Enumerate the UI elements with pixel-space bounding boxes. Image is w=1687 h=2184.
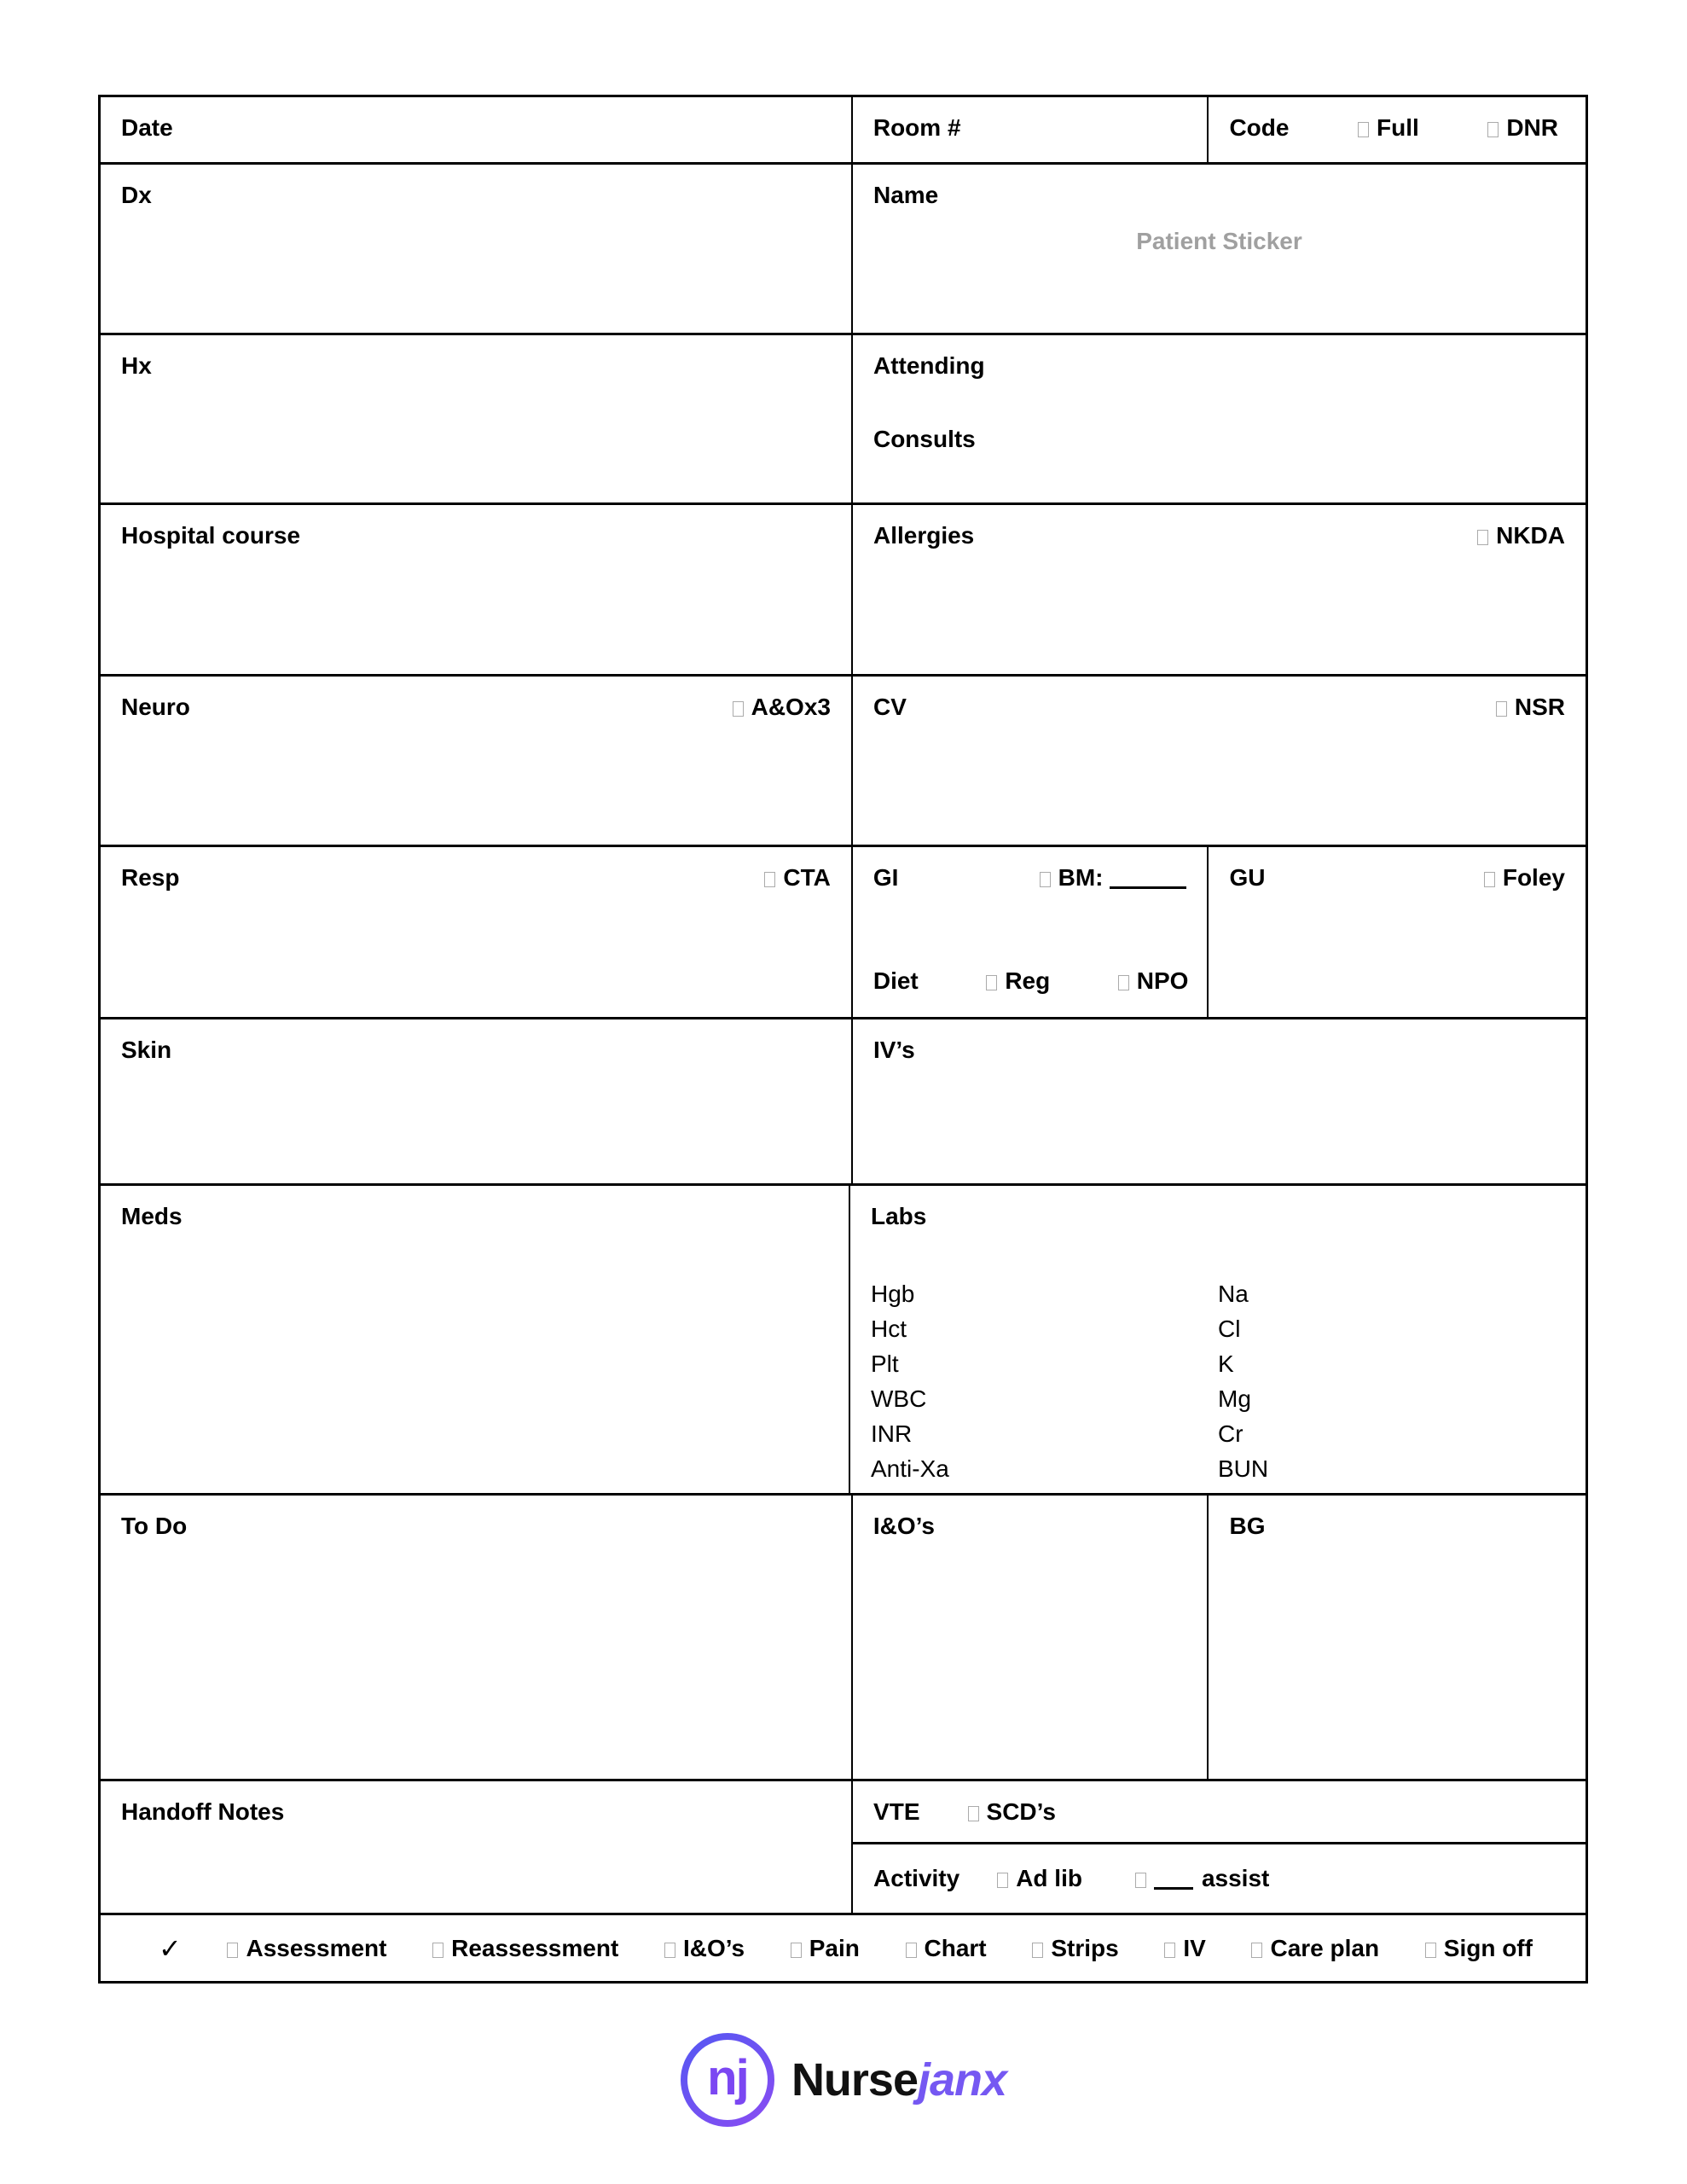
ios-cell[interactable] — [851, 1496, 1208, 1779]
attending-consults-cell[interactable] — [851, 335, 1586, 502]
checkbox-icon-signoff[interactable] — [1425, 1943, 1436, 1958]
labs-label: Labs — [871, 1203, 927, 1229]
row-handoff-vte-activity — [101, 1781, 1586, 1915]
foley-option[interactable] — [1484, 864, 1565, 892]
activity-cell[interactable] — [853, 1844, 1586, 1913]
code-label: Code — [1229, 114, 1290, 141]
checkbox-icon-adlib[interactable] — [997, 1873, 1008, 1888]
attending-label: Attending — [872, 352, 985, 379]
gu-label: GU — [1229, 864, 1266, 891]
checkbox-icon-strips[interactable] — [1032, 1943, 1043, 1958]
name-label: Name — [872, 182, 939, 208]
dx-cell[interactable] — [101, 165, 851, 333]
checklist-label: Reassessment — [451, 1934, 619, 1961]
vte-activity-stack — [851, 1781, 1586, 1913]
checklist-label: I&O’s — [682, 1934, 745, 1961]
lab-item: Hct — [871, 1316, 907, 1342]
hospital-course-cell[interactable] — [101, 505, 851, 674]
handoff-notes-cell[interactable] — [101, 1781, 851, 1913]
checkbox-icon-nkda[interactable] — [1477, 530, 1488, 545]
checkbox-icon-cta[interactable] — [764, 872, 775, 887]
nkda-option[interactable] — [1477, 522, 1565, 549]
checkbox-icon-full[interactable] — [1358, 122, 1369, 137]
checkbox-icon-iv[interactable] — [1164, 1943, 1175, 1958]
code-full-label: Full — [1377, 114, 1419, 141]
labs-lists — [871, 1276, 1565, 1486]
gu-cell[interactable] — [1207, 847, 1586, 1017]
meds-cell[interactable] — [101, 1186, 849, 1493]
checklist-pain[interactable] — [791, 1935, 860, 1962]
row-neuro-cv — [101, 677, 1586, 847]
cta-label: CTA — [783, 864, 831, 891]
checkbox-icon-chart[interactable] — [906, 1943, 917, 1958]
checkbox-icon-bm[interactable] — [1040, 872, 1051, 887]
brain-sheet-table — [98, 95, 1588, 1984]
checkbox-icon-pain[interactable] — [791, 1943, 802, 1958]
checkbox-icon-aox3[interactable] — [733, 701, 744, 717]
lab-item: Plt — [871, 1350, 899, 1377]
checklist-label: Chart — [924, 1934, 987, 1961]
cta-option[interactable] — [764, 864, 830, 892]
checklist-assessment[interactable] — [227, 1935, 386, 1962]
brand-name-second: janx — [918, 2054, 1007, 2106]
checklist-label: Assessment — [246, 1934, 387, 1961]
dx-label: Dx — [121, 182, 152, 208]
resp-label: Resp — [121, 864, 180, 891]
checkbox-icon-nsr[interactable] — [1496, 701, 1507, 717]
date-cell[interactable] — [101, 97, 851, 162]
allergies-cell[interactable] — [851, 505, 1586, 674]
brand-wordmark — [791, 2053, 1006, 2106]
vte-cell[interactable] — [853, 1781, 1586, 1844]
resp-cell[interactable] — [101, 847, 851, 1017]
bm-option[interactable] — [1040, 864, 1187, 892]
vte-label: VTE — [873, 1798, 920, 1825]
brand-name-first: Nurse — [791, 2054, 918, 2106]
meds-label: Meds — [121, 1203, 183, 1229]
ivs-cell[interactable] — [851, 1019, 1586, 1183]
lab-item: Anti-Xa — [871, 1455, 949, 1482]
checkbox-icon-reg[interactable] — [986, 975, 997, 990]
diet-npo-label: NPO — [1136, 967, 1189, 994]
diet-label: Diet — [872, 967, 919, 994]
checklist-ios[interactable] — [664, 1935, 745, 1962]
lab-item: INR — [871, 1420, 913, 1447]
lab-item: K — [1218, 1350, 1234, 1377]
row-skin-ivs — [101, 1019, 1586, 1186]
diet-npo-option[interactable] — [1118, 967, 1189, 995]
code-dnr-label: DNR — [1506, 114, 1558, 141]
checkbox-icon-assist[interactable] — [1135, 1873, 1146, 1888]
todo-label: To Do — [121, 1513, 188, 1539]
assist-label: assist — [1201, 1865, 1270, 1891]
aox3-label: A&Ox3 — [751, 694, 831, 720]
row-dx-name — [101, 165, 1586, 335]
checklist-label: Care plan — [1270, 1934, 1380, 1961]
lab-item: WBC — [871, 1385, 927, 1412]
logo-monogram: nj — [707, 2049, 748, 2106]
activity-label: Activity — [873, 1865, 960, 1891]
row-meds-labs — [101, 1186, 1586, 1496]
aox3-option[interactable] — [733, 694, 831, 721]
nsr-option[interactable] — [1496, 694, 1565, 721]
checkbox-icon-npo[interactable] — [1118, 975, 1129, 990]
date-label: Date — [121, 114, 173, 141]
brand-footer — [0, 2033, 1687, 2127]
row-todo-io-bg — [101, 1496, 1586, 1781]
checklist-strips[interactable] — [1032, 1935, 1118, 1962]
code-dnr-option[interactable] — [1487, 114, 1558, 162]
nursejanx-logo-icon — [681, 2033, 774, 2127]
scds-label: SCD’s — [986, 1798, 1056, 1825]
lab-item: Cr — [1218, 1420, 1244, 1447]
scds-option[interactable] — [968, 1798, 1056, 1826]
nkda-label: NKDA — [1496, 522, 1565, 549]
code-full-option[interactable] — [1358, 114, 1419, 162]
adlib-label: Ad lib — [1016, 1865, 1082, 1891]
row-checklist — [101, 1915, 1586, 1981]
todo-cell[interactable] — [101, 1496, 851, 1779]
cv-label: CV — [872, 694, 907, 720]
diet-reg-option[interactable] — [986, 967, 1050, 995]
checkbox-icon-foley[interactable] — [1484, 872, 1495, 887]
cv-cell[interactable] — [851, 677, 1586, 845]
labs-column-chem — [1218, 1276, 1565, 1486]
checklist-signoff[interactable] — [1425, 1935, 1533, 1962]
assist-option[interactable] — [1135, 1865, 1269, 1892]
labs-cell[interactable] — [849, 1186, 1586, 1493]
consults-label: Consults — [872, 426, 976, 452]
checkbox-icon-ios[interactable] — [664, 1943, 675, 1958]
checklist-label: Strips — [1051, 1934, 1119, 1961]
checklist-label: Sign off — [1443, 1934, 1533, 1961]
ios-label: I&O’s — [872, 1513, 935, 1539]
checkbox-icon-scds[interactable] — [968, 1806, 979, 1821]
row-course-allergies — [101, 505, 1586, 677]
room-label: Room # — [872, 114, 961, 141]
allergies-label: Allergies — [872, 522, 975, 549]
diet-reg-label: Reg — [1005, 967, 1051, 994]
checkbox-icon-reassessment[interactable] — [432, 1943, 443, 1958]
lab-item: BUN — [1218, 1455, 1269, 1482]
skin-label: Skin — [121, 1037, 172, 1063]
checklist-label: IV — [1183, 1934, 1206, 1961]
bm-blank-field[interactable] — [1110, 870, 1186, 889]
checkbox-icon-careplan[interactable] — [1251, 1943, 1262, 1958]
checklist-reassessment[interactable] — [432, 1935, 618, 1962]
gi-diet-cell[interactable] — [851, 847, 1208, 1017]
row-header — [101, 97, 1586, 165]
row-resp-gi-gu — [101, 847, 1586, 1019]
lab-item: Hgb — [871, 1281, 915, 1307]
name-cell[interactable] — [851, 165, 1586, 333]
checkbox-icon-assessment[interactable] — [227, 1943, 238, 1958]
adlib-option[interactable] — [997, 1865, 1082, 1892]
handoff-notes-label: Handoff Notes — [121, 1798, 285, 1825]
bg-cell[interactable] — [1207, 1496, 1586, 1779]
logo-inner-circle — [687, 2040, 768, 2120]
assist-blank-field[interactable] — [1154, 1871, 1193, 1890]
row-hx-attending — [101, 335, 1586, 505]
lab-item: Mg — [1218, 1385, 1251, 1412]
checkbox-icon-dnr[interactable] — [1487, 122, 1499, 137]
check-mark-icon: ✓ — [159, 1932, 182, 1964]
neuro-label: Neuro — [121, 694, 190, 720]
checklist-chart[interactable] — [906, 1935, 987, 1962]
ivs-label: IV’s — [872, 1037, 915, 1063]
hospital-course-label: Hospital course — [121, 522, 301, 549]
room-cell[interactable] — [851, 97, 1208, 162]
hx-cell[interactable] — [101, 335, 851, 502]
bg-label: BG — [1229, 1513, 1266, 1539]
lab-item: Na — [1218, 1281, 1249, 1307]
gi-label: GI — [872, 864, 899, 891]
checklist-careplan[interactable] — [1251, 1935, 1379, 1962]
labs-column-heme — [871, 1276, 1218, 1486]
nsr-label: NSR — [1514, 694, 1565, 720]
checklist-label: Pain — [809, 1934, 860, 1961]
shift-checklist — [101, 1915, 1586, 1981]
neuro-cell[interactable] — [101, 677, 851, 845]
lab-item: Cl — [1218, 1316, 1241, 1342]
skin-cell[interactable] — [101, 1019, 851, 1183]
hx-label: Hx — [121, 352, 152, 379]
checklist-iv[interactable] — [1164, 1935, 1205, 1962]
foley-label: Foley — [1502, 864, 1565, 891]
code-cell — [1207, 97, 1586, 162]
patient-sticker-placeholder: Patient Sticker — [1136, 228, 1302, 254]
bm-label: BM: — [1058, 864, 1104, 891]
